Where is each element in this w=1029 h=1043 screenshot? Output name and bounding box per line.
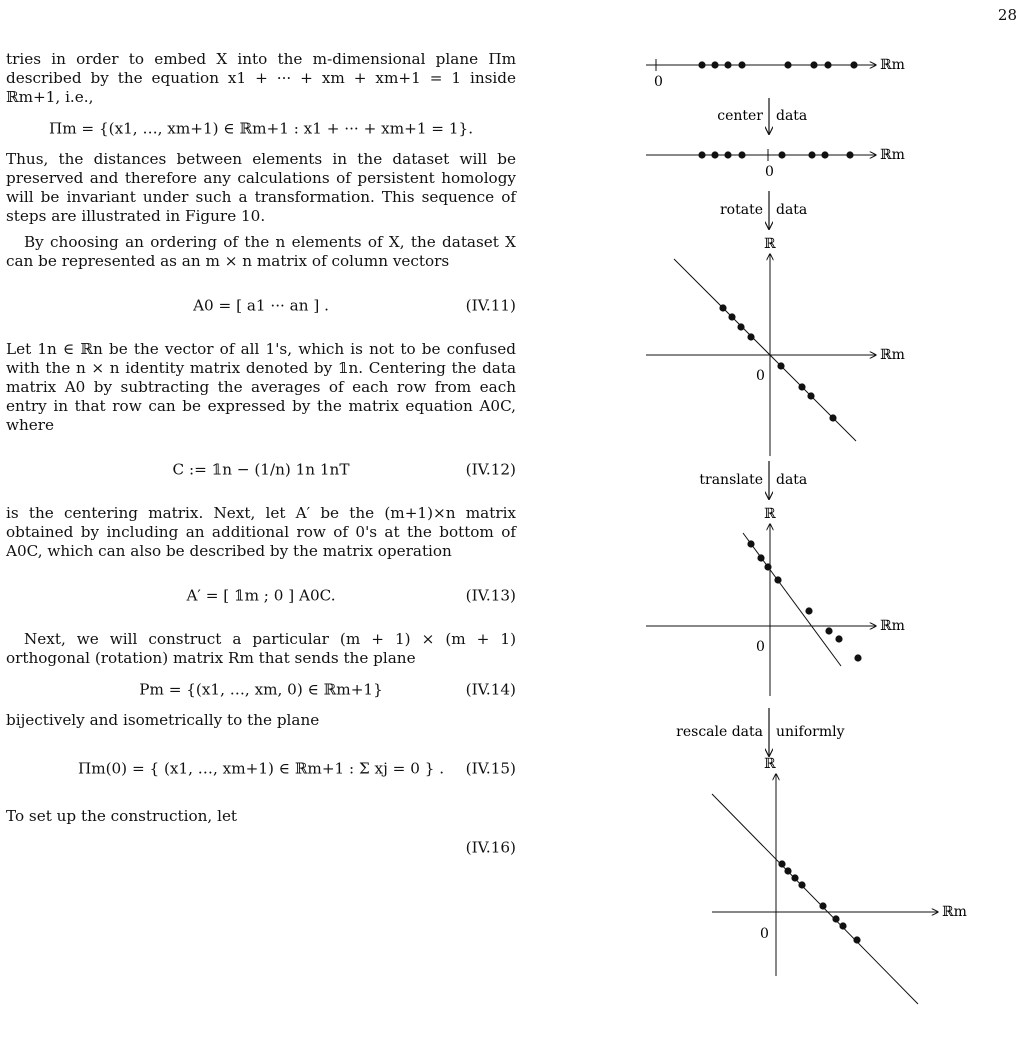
text-column: [6, 50, 516, 869]
step-rescale-data: [676, 708, 844, 756]
step-label-right: data: [776, 472, 808, 488]
data-point: [711, 61, 718, 68]
data-point: [829, 414, 836, 421]
origin-label: 0: [654, 74, 663, 90]
paragraph: is the centering matrix. Next, let A′ be the (m+1)×n matrix obtained by including an additional row of 0's at the bottom of A0C, which can also be described by the matrix operation: [6, 504, 516, 560]
paragraph: tries in order to embed X into the m-dimensional plane Πm described by the equation x1 + ··· + xm + xm+1 = 1 inside ℝm+1, i.e.,: [6, 50, 516, 106]
equation: [6, 833, 516, 863]
step-label-left: translate: [699, 472, 763, 488]
equation-body: Πm(0) = { (x1, …, xm+1) ∈ ℝm+1 : Σ xj = 0 } .: [77, 759, 445, 778]
data-point: [747, 540, 754, 547]
data-point: [757, 554, 764, 561]
panel-rescaled-data: [712, 756, 967, 1004]
data-point: [719, 304, 726, 311]
axis-label-rm: ℝm: [880, 347, 905, 363]
data-point: [810, 61, 817, 68]
axis-label-r: ℝ: [764, 506, 776, 522]
data-point: [764, 563, 771, 570]
data-point: [777, 362, 784, 369]
data-point: [724, 61, 731, 68]
axis-label-r: ℝ: [764, 236, 776, 252]
equation: [6, 675, 516, 705]
data-point: [778, 151, 785, 158]
equation-number: (IV.12): [465, 460, 516, 479]
data-point: [737, 323, 744, 330]
data-point: [854, 654, 861, 661]
paragraph: Thus, the distances between elements in the dataset will be preserved and therefore any calculations of persistent homology will be invariant under such a transformation. This sequence of steps are illustrated in Figure 10.: [6, 150, 516, 225]
data-point: [846, 151, 853, 158]
equation-body: A′ = [ 𝟙m ; 0 ] A0C.: [186, 586, 336, 605]
page-number: 28: [997, 6, 1017, 24]
panel-centered-data: [646, 147, 905, 180]
step-label-right: uniformly: [776, 724, 845, 740]
step-center-data: [717, 98, 807, 134]
paragraph: Next, we will construct a particular (m + 1) × (m + 1) orthogonal (rotation) matrix Rm that sends the plane: [6, 630, 516, 667]
origin-label: 0: [756, 639, 765, 655]
data-point: [711, 151, 718, 158]
step-label-right: data: [776, 202, 808, 218]
data-line: [674, 259, 856, 441]
data-point: [853, 936, 860, 943]
data-point: [850, 61, 857, 68]
equation-body: C := 𝟙n − (1/n) 1n 1nT: [172, 460, 350, 479]
data-point: [807, 392, 814, 399]
equation-body: Πm = {(x1, …, xm+1) ∈ ℝm+1 : x1 + ··· + xm+1 = 1}.: [48, 119, 474, 138]
equation-number: (IV.15): [465, 759, 516, 778]
equation-body: Pm = {(x1, …, xm, 0) ∈ ℝm+1}: [139, 680, 383, 699]
origin-label: 0: [756, 368, 765, 384]
data-point: [724, 151, 731, 158]
data-point: [798, 881, 805, 888]
transformation-figure: [628, 46, 968, 1036]
panel-rotated-data: [646, 236, 905, 456]
data-point: [738, 61, 745, 68]
data-point: [778, 860, 785, 867]
data-point: [839, 922, 846, 929]
equation-number: (IV.11): [465, 296, 516, 315]
paragraph: By choosing an ordering of the n elements of X, the dataset X can be represented as an m × n matrix of column vectors: [6, 233, 516, 270]
data-point: [808, 151, 815, 158]
panel-raw-data: [646, 57, 905, 90]
equation-number: (IV.16): [465, 838, 516, 857]
data-point: [774, 576, 781, 583]
data-point: [784, 61, 791, 68]
paragraph: Let 1n ∈ ℝn be the vector of all 1's, which is not to be confused with the n × n identity matrix denoted by 𝟙n. Centering the data matrix A0 by subtracting the averages of each row from each entry in that row can be expressed by the matrix equation A0C, where: [6, 340, 516, 434]
data-point: [805, 607, 812, 614]
equation-number: (IV.13): [465, 586, 516, 605]
data-point: [835, 635, 842, 642]
origin-label: 0: [760, 926, 769, 942]
equation: [6, 278, 516, 334]
step-translate-data: [699, 461, 807, 499]
step-label-left: rescale data: [676, 724, 763, 740]
origin-label: 0: [765, 164, 774, 180]
data-point: [698, 61, 705, 68]
data-line: [712, 794, 918, 1004]
data-point: [784, 867, 791, 874]
paragraph: bijectively and isometrically to the plane: [6, 711, 320, 729]
step-label-left: rotate: [719, 202, 763, 218]
axis-label-rm: ℝm: [880, 618, 905, 634]
data-point: [698, 151, 705, 158]
step-rotate-data: [720, 191, 807, 229]
equation: [6, 114, 516, 144]
data-point: [747, 333, 754, 340]
equation: [6, 737, 516, 801]
data-point: [821, 151, 828, 158]
equation-number: (IV.14): [465, 680, 516, 699]
data-point: [819, 902, 826, 909]
axis-label-rm: ℝm: [880, 57, 905, 73]
data-point: [798, 383, 805, 390]
step-label-right: data: [776, 108, 808, 124]
data-point: [824, 61, 831, 68]
data-point: [832, 915, 839, 922]
axis-label-r: ℝ: [764, 756, 776, 772]
data-point: [791, 874, 798, 881]
paragraph: To set up the construction, let: [6, 807, 238, 825]
axis-label-rm: ℝm: [942, 904, 967, 920]
equation-body: A0 = [ a1 ··· an ] .: [193, 296, 329, 315]
equation: [6, 442, 516, 498]
step-label-left: center: [717, 108, 763, 124]
equation: [6, 568, 516, 624]
data-point: [738, 151, 745, 158]
data-point: [825, 627, 832, 634]
panel-translated-data: [646, 506, 905, 696]
axis-label-rm: ℝm: [880, 147, 905, 163]
data-point: [728, 313, 735, 320]
